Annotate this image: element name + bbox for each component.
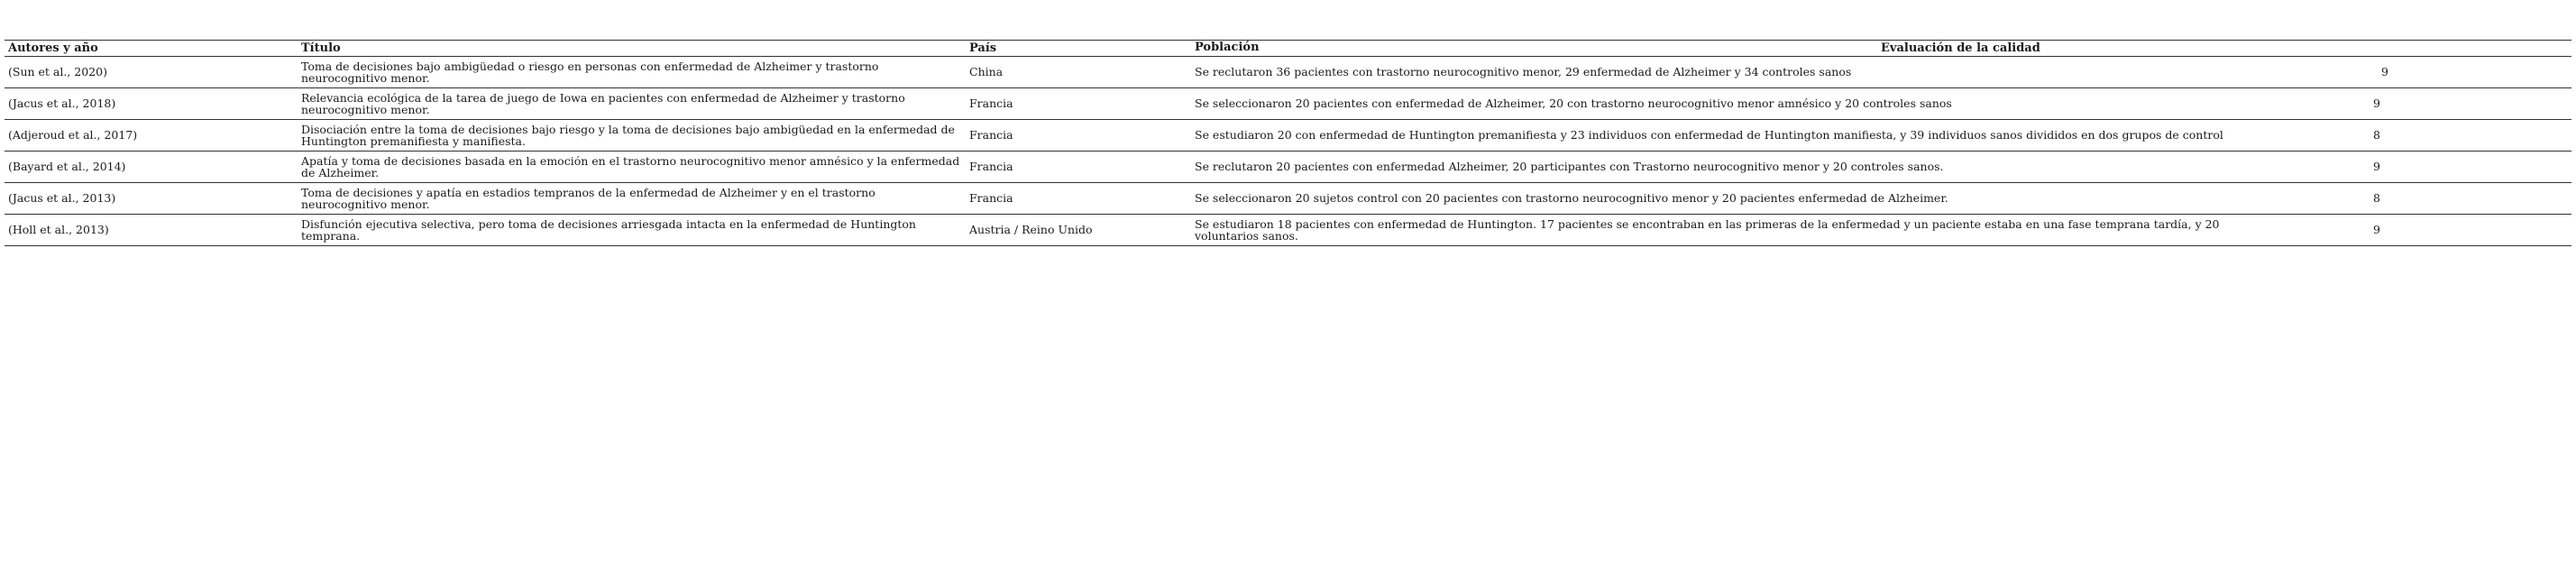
table-row: [5, 120, 2571, 152]
cell-population: Se estudiaron 18 pacientes con enfermedad de Huntington. 17 pacientes se encontraban en las primeras de la enfermedad y un paciente estaba en una fase temprana tardía, y 20 voluntarios sanos.: [1195, 216, 2220, 243]
cell-population: Se reclutaron 36 pacientes con trastorno neurocognitivo menor, 29 enfermedad de Alzheimer y 34 controles sanos: [1195, 65, 1852, 79]
cell-title: Disfunción ejecutiva selectiva, pero toma de decisiones arriesgada intacta en la enfermedad de Huntington temprana.: [301, 216, 916, 243]
cell-authors: (Sun et al., 2020): [8, 65, 107, 79]
table-header-row: [5, 41, 2571, 57]
header-title: Título: [301, 41, 341, 55]
cell-quality: 9: [2381, 65, 2388, 79]
cell-quality: 9: [2373, 160, 2380, 174]
cell-title: Relevancia ecológica de la tarea de juego de Iowa en pacientes con enfermedad de Alzheimer y trastorno neurocognitivo menor.: [301, 90, 905, 116]
cell-population: Se reclutaron 20 pacientes con enfermedad Alzheimer, 20 participantes con Trastorno neurocognitivo menor y 20 controles sanos.: [1195, 160, 1944, 174]
cell-population: Se seleccionaron 20 sujetos control con 20 pacientes con trastorno neurocognitivo menor y 20 pacientes enfermedad de Alzheimer.: [1195, 191, 1948, 206]
cell-country: Francia: [969, 128, 1013, 142]
cell-title: Disociación entre la toma de decisiones bajo riesgo y la toma de decisiones bajo ambigüedad en la enfermedad de Huntington premanifiesta y manifiesta.: [301, 122, 955, 148]
table-row: [5, 57, 2571, 88]
header-population-quality: [1191, 41, 2571, 57]
cell-quality: 9: [2373, 223, 2380, 237]
cell-authors: (Bayard et al., 2014): [8, 160, 126, 174]
cell-country: Francia: [969, 160, 1013, 174]
table-row: [5, 215, 2571, 246]
header-authors: Autores y año: [8, 41, 98, 55]
cell-title: Toma de decisiones y apatía en estadios tempranos de la enfermedad de Alzheimer y en el trastorno neurocognitivo menor.: [301, 185, 875, 211]
cell-quality: 8: [2373, 128, 2380, 142]
cell-country: Austria / Reino Unido: [969, 223, 1093, 237]
studies-table-container: [5, 40, 2571, 246]
cell-country: Francia: [969, 191, 1013, 206]
header-country: País: [969, 41, 997, 55]
cell-country: China: [969, 65, 1004, 79]
cell-population: Se seleccionaron 20 pacientes con enfermedad de Alzheimer, 20 con trastorno neurocognitivo menor amnésico y 20 controles sanos: [1195, 96, 1952, 111]
table-row: [5, 152, 2571, 183]
cell-authors: (Jacus et al., 2018): [8, 96, 116, 111]
cell-authors: (Holl et al., 2013): [8, 223, 109, 237]
cell-title: Apatía y toma de decisiones basada en la emoción en el trastorno neurocognitivo menor amnésico y la enfermedad de Alzheimer.: [301, 153, 960, 179]
cell-quality: 9: [2373, 96, 2380, 111]
studies-table: [5, 40, 2571, 246]
table-row: [5, 183, 2571, 215]
cell-title: Toma de decisiones bajo ambigüedad o riesgo en personas con enfermedad de Alzheimer y trastorno neurocognitivo menor.: [301, 59, 879, 85]
cell-quality: 8: [2373, 191, 2380, 206]
table-row: [5, 88, 2571, 120]
cell-population: Se estudiaron 20 con enfermedad de Huntington premanifiesta y 23 individuos con enfermedad de Huntington manifiesta, y 39 individuos sanos divididos en dos grupos de control: [1195, 128, 2223, 142]
header-population: Población: [1195, 41, 1260, 54]
cell-authors: (Adjeroud et al., 2017): [8, 128, 138, 142]
cell-country: Francia: [969, 96, 1013, 111]
cell-authors: (Jacus et al., 2013): [8, 191, 116, 206]
header-quality: Evaluación de la calidad: [1881, 41, 2040, 55]
